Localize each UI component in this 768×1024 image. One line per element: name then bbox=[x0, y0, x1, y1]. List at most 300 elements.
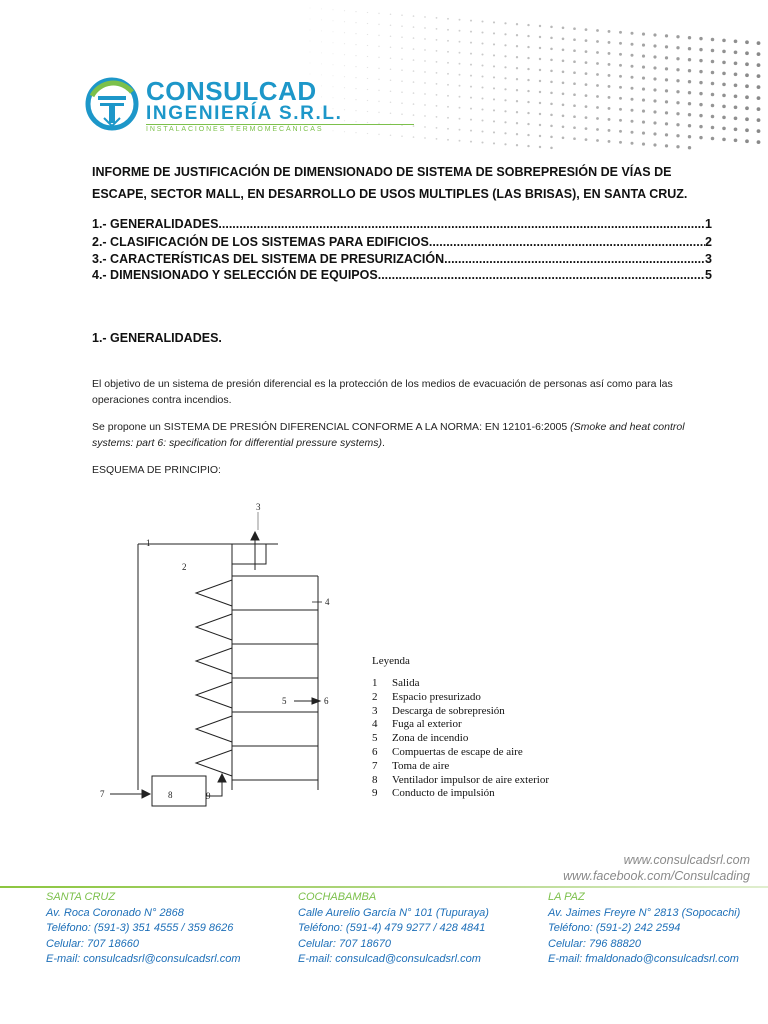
decor-dot bbox=[516, 89, 518, 91]
decor-dot bbox=[757, 41, 761, 45]
decor-dot bbox=[619, 141, 622, 144]
decor-dot bbox=[630, 76, 633, 79]
decor-dot bbox=[424, 115, 426, 117]
decor-dot bbox=[459, 19, 461, 21]
decor-dot bbox=[367, 45, 368, 46]
decor-dot bbox=[401, 25, 403, 27]
decor-dot bbox=[527, 68, 529, 70]
decor-dot bbox=[619, 130, 622, 133]
legend-item bbox=[372, 691, 632, 705]
decor-dot bbox=[562, 93, 565, 96]
decor-dot bbox=[493, 120, 495, 122]
decor-dot bbox=[310, 30, 311, 31]
decor-dot bbox=[332, 53, 333, 54]
decor-dot bbox=[676, 68, 679, 71]
decor-dot bbox=[527, 101, 529, 103]
decor-dot bbox=[516, 100, 518, 102]
decor-dot bbox=[596, 62, 599, 65]
decor-dot bbox=[630, 109, 633, 112]
air-intake-arrowhead bbox=[142, 790, 150, 798]
decor-dot bbox=[470, 64, 472, 66]
decor-dot bbox=[722, 72, 726, 76]
decor-dot bbox=[493, 142, 495, 144]
decor-dot bbox=[413, 92, 415, 94]
toc-entry[interactable] bbox=[92, 233, 712, 251]
facebook-link[interactable]: www.facebook.com/Consulcading bbox=[563, 869, 750, 883]
decor-dot bbox=[401, 135, 403, 137]
decor-dot bbox=[630, 43, 633, 46]
decor-dot bbox=[310, 63, 311, 64]
decor-dot bbox=[734, 116, 738, 120]
decor-dot bbox=[653, 88, 656, 91]
decor-dot bbox=[332, 9, 333, 10]
decor-dot bbox=[699, 48, 702, 51]
decor-dot bbox=[711, 137, 715, 141]
decor-dot bbox=[378, 112, 379, 113]
decor-dot bbox=[355, 121, 356, 122]
decor-dot bbox=[745, 95, 749, 99]
decor-dot bbox=[481, 119, 483, 121]
decor-dot bbox=[608, 140, 611, 143]
decor-dot bbox=[665, 133, 668, 136]
decor-dot bbox=[504, 110, 506, 112]
decor-dot bbox=[481, 108, 483, 110]
decor-dot bbox=[470, 20, 472, 22]
decor-dot bbox=[722, 50, 726, 54]
decor-dot bbox=[401, 47, 403, 49]
decor-dot bbox=[447, 139, 449, 141]
decor-dot bbox=[585, 138, 588, 141]
decor-dot bbox=[642, 143, 645, 146]
decor-dot bbox=[516, 111, 518, 113]
decor-dot bbox=[493, 54, 495, 56]
decor-dot bbox=[745, 62, 749, 66]
decor-dot bbox=[504, 121, 506, 123]
decor-dot bbox=[585, 127, 588, 130]
decor-dot bbox=[585, 28, 588, 31]
decor-dot bbox=[688, 91, 691, 94]
decor-dot bbox=[573, 104, 576, 107]
decor-dot bbox=[321, 41, 322, 42]
decor-dot bbox=[378, 68, 379, 69]
decor-dot bbox=[424, 93, 426, 95]
decor-dot bbox=[367, 133, 368, 134]
decor-dot bbox=[573, 137, 576, 140]
diagram-label-7: 7 bbox=[100, 789, 105, 799]
decor-dot bbox=[367, 78, 368, 79]
office-cochabamba bbox=[298, 890, 489, 968]
decor-dot bbox=[722, 138, 726, 142]
logo-name: CONSULCAD bbox=[146, 76, 317, 106]
decor-dot bbox=[413, 103, 415, 105]
decor-dot bbox=[344, 87, 345, 88]
decor-dot bbox=[390, 80, 392, 82]
decor-dot bbox=[504, 33, 506, 35]
decor-dot bbox=[608, 63, 611, 66]
toc-dot-leader bbox=[381, 266, 705, 284]
section-heading: 1.- GENERALIDADES. bbox=[92, 331, 222, 345]
decor-dot bbox=[562, 38, 565, 41]
decor-dot bbox=[424, 27, 426, 29]
office-city: LA PAZ bbox=[548, 891, 585, 903]
decor-dot bbox=[665, 100, 668, 103]
decor-dot bbox=[539, 113, 541, 115]
decor-dot bbox=[436, 138, 438, 140]
decor-dot bbox=[596, 95, 599, 98]
decor-dot bbox=[424, 126, 426, 128]
decor-dot bbox=[653, 33, 656, 36]
decor-dot bbox=[550, 103, 553, 106]
decor-dot bbox=[504, 132, 506, 134]
decor-dot bbox=[390, 102, 392, 104]
decor-dot bbox=[745, 139, 749, 143]
decor-dot bbox=[344, 10, 345, 11]
decor-dot bbox=[699, 125, 702, 128]
decor-dot bbox=[630, 54, 633, 57]
decor-dot bbox=[539, 69, 541, 71]
decor-dot bbox=[745, 84, 749, 88]
decor-dot bbox=[436, 28, 438, 30]
decor-dot bbox=[688, 47, 691, 50]
decor-dot bbox=[550, 136, 553, 139]
decor-dot bbox=[562, 27, 565, 30]
decor-dot bbox=[516, 67, 518, 69]
logo-subtitle: INGENIERÍA S.R.L. bbox=[146, 103, 343, 124]
decor-dot bbox=[711, 82, 715, 86]
decor-dot bbox=[470, 141, 472, 143]
decor-dot bbox=[344, 65, 345, 66]
decor-dot bbox=[608, 96, 611, 99]
decor-dot bbox=[711, 60, 715, 64]
decor-dot bbox=[653, 77, 656, 80]
decor-dot bbox=[424, 104, 426, 106]
decor-dot bbox=[539, 36, 541, 38]
legend-title: Leyenda bbox=[372, 655, 410, 667]
decor-dot bbox=[401, 14, 403, 16]
legend-num: 5 bbox=[372, 732, 378, 745]
decor-dot bbox=[734, 50, 738, 54]
decor-dot bbox=[459, 52, 461, 54]
decor-dot bbox=[665, 144, 668, 147]
decor-dot bbox=[550, 37, 553, 40]
legend-item bbox=[372, 732, 632, 746]
decor-dot bbox=[711, 126, 715, 130]
decor-dot bbox=[504, 77, 506, 79]
decor-dot bbox=[665, 45, 668, 48]
decor-dot bbox=[447, 29, 449, 31]
decor-dot bbox=[493, 65, 495, 67]
decor-dot bbox=[424, 60, 426, 62]
decor-dot bbox=[493, 43, 495, 45]
decor-dot bbox=[459, 107, 461, 109]
decor-dot bbox=[757, 140, 761, 144]
decor-dot bbox=[378, 90, 379, 91]
decor-dot bbox=[470, 42, 472, 44]
decor-dot bbox=[413, 70, 415, 72]
decor-dot bbox=[504, 88, 506, 90]
toc-entry-label: 4.- DIMENSIONADO Y SELECCIÓN DE EQUIPOS. bbox=[92, 268, 382, 282]
decor-dot bbox=[447, 84, 449, 86]
decor-dot bbox=[653, 55, 656, 58]
decor-dot bbox=[332, 64, 333, 65]
toc-entry[interactable] bbox=[92, 266, 712, 284]
decor-dot bbox=[481, 20, 483, 22]
decor-dot bbox=[596, 139, 599, 142]
decor-dot bbox=[481, 42, 483, 44]
decor-dot bbox=[722, 94, 726, 98]
proposal-text: Se propone un SISTEMA DE PRESIÓN DIFERENCIAL CONFORME A LA NORMA: EN 12101-6:2005 bbox=[92, 421, 571, 433]
office-address: Calle Aurelio García N° 101 (Tupuraya) bbox=[298, 906, 489, 919]
decor-dot bbox=[424, 49, 426, 51]
decor-dot bbox=[642, 121, 645, 124]
legend-text: Zona de incendio bbox=[392, 732, 469, 745]
decor-dot bbox=[367, 111, 368, 112]
decor-dot bbox=[321, 63, 322, 64]
decor-dot bbox=[481, 75, 483, 77]
decor-dot bbox=[573, 27, 576, 30]
diagram-label-5: 5 bbox=[282, 696, 287, 706]
decor-dot bbox=[676, 134, 679, 137]
diagram-label-2: 2 bbox=[182, 562, 187, 572]
decor-dot bbox=[596, 51, 599, 54]
decor-dot bbox=[573, 93, 576, 96]
decor-dot bbox=[711, 115, 715, 119]
decor-dot bbox=[653, 110, 656, 113]
decor-dot bbox=[585, 72, 588, 75]
decor-dot bbox=[562, 137, 565, 140]
decor-dot bbox=[734, 39, 738, 43]
legend-text: Descarga de sobrepresión bbox=[392, 704, 505, 717]
office-santa-cruz bbox=[46, 890, 241, 968]
decor-dot bbox=[390, 113, 392, 115]
paragraph-objective: El objetivo de un sistema de presión diferencial es la protección de los medios de evacuación de personas así como para las operaciones contra incendios. bbox=[92, 378, 673, 406]
decor-dot bbox=[630, 32, 633, 35]
decor-dot bbox=[630, 120, 633, 123]
decor-dot bbox=[436, 39, 438, 41]
decor-dot bbox=[401, 69, 403, 71]
decor-dot bbox=[711, 38, 715, 42]
office-mobile: Celular: 707 18660 bbox=[46, 937, 139, 950]
decor-dot bbox=[459, 129, 461, 131]
decor-dot bbox=[642, 66, 645, 69]
decor-dot bbox=[413, 48, 415, 50]
decor-dot bbox=[688, 80, 691, 83]
decor-dot bbox=[493, 109, 495, 111]
decor-dot bbox=[401, 36, 403, 38]
decor-dot bbox=[355, 22, 356, 23]
decor-dot bbox=[527, 24, 529, 26]
decor-dot bbox=[539, 124, 541, 126]
decor-dot bbox=[355, 132, 356, 133]
decor-dot bbox=[470, 53, 472, 55]
legend-text: Espacio presurizado bbox=[392, 690, 481, 703]
decor-dot bbox=[757, 52, 761, 56]
decor-dot bbox=[424, 38, 426, 40]
decor-dot bbox=[459, 140, 461, 142]
decor-dot bbox=[550, 114, 553, 117]
legend-text: Conducto de impulsión bbox=[392, 787, 495, 800]
decor-dot bbox=[390, 36, 392, 38]
decor-dot bbox=[745, 51, 749, 55]
logo-tagline: INSTALACIONES TERMOMECÁNICAS bbox=[146, 126, 324, 133]
decor-dot bbox=[608, 41, 611, 44]
decor-dot bbox=[539, 80, 541, 82]
decor-dot bbox=[436, 116, 438, 118]
decor-dot bbox=[321, 8, 322, 9]
decor-dot bbox=[493, 21, 495, 23]
decor-dot bbox=[459, 63, 461, 65]
legend-item bbox=[372, 705, 632, 719]
decor-dot bbox=[436, 72, 438, 74]
decor-dot bbox=[516, 56, 518, 58]
decor-dot bbox=[355, 110, 356, 111]
diagram-label-8: 8 bbox=[168, 790, 173, 800]
website-link[interactable]: www.consulcadsrl.com bbox=[623, 853, 750, 867]
decor-dot bbox=[757, 63, 761, 67]
decor-dot bbox=[470, 31, 472, 33]
company-logo bbox=[84, 74, 344, 134]
decor-dot bbox=[413, 81, 415, 83]
proposal-end: . bbox=[382, 437, 385, 449]
decor-dot bbox=[470, 130, 472, 132]
decor-dot bbox=[367, 34, 368, 35]
decor-dot bbox=[481, 64, 483, 66]
floors bbox=[196, 580, 318, 780]
logo-divider bbox=[146, 124, 414, 125]
decor-dot bbox=[321, 52, 322, 53]
decor-dot bbox=[413, 37, 415, 39]
decor-dot bbox=[344, 43, 345, 44]
decor-dot bbox=[355, 88, 356, 89]
decor-dot bbox=[676, 145, 679, 148]
decor-dot bbox=[642, 55, 645, 58]
decor-dot bbox=[447, 62, 449, 64]
decor-dot bbox=[562, 60, 565, 63]
diagram-label-4: 4 bbox=[325, 597, 330, 607]
decor-dot bbox=[539, 102, 541, 104]
decor-dot bbox=[745, 106, 749, 110]
decor-dot bbox=[355, 44, 356, 45]
decor-dot bbox=[676, 90, 679, 93]
decor-dot bbox=[401, 102, 403, 104]
decor-dot bbox=[585, 39, 588, 42]
decor-dot bbox=[390, 47, 392, 49]
decor-dot bbox=[413, 26, 415, 28]
decor-dot bbox=[676, 79, 679, 82]
decor-dot bbox=[310, 8, 311, 9]
decor-dot bbox=[504, 44, 506, 46]
decor-dot bbox=[378, 134, 379, 135]
legend-item bbox=[372, 787, 632, 801]
decor-dot bbox=[642, 44, 645, 47]
decor-dot bbox=[493, 32, 495, 34]
decor-dot bbox=[355, 99, 356, 100]
decor-dot bbox=[676, 112, 679, 115]
legend-num: 4 bbox=[372, 718, 378, 731]
decor-dot bbox=[378, 46, 379, 47]
office-city: SANTA CRUZ bbox=[46, 891, 116, 903]
decor-dot bbox=[470, 86, 472, 88]
decor-dot bbox=[688, 36, 691, 39]
decor-dot bbox=[734, 105, 738, 109]
decor-dot bbox=[436, 127, 438, 129]
decor-dot bbox=[757, 129, 761, 133]
decor-dot bbox=[699, 103, 702, 106]
decor-dot bbox=[550, 92, 553, 95]
legend-text: Compuertas de escape de aire bbox=[392, 745, 523, 758]
decor-dot bbox=[596, 117, 599, 120]
decor-dot bbox=[699, 70, 702, 73]
decor-dot bbox=[734, 138, 738, 142]
decor-dot bbox=[527, 35, 529, 37]
office-phone: Teléfono: (591-2) 242 2594 bbox=[548, 922, 681, 934]
decor-dot bbox=[390, 14, 392, 16]
decor-dot bbox=[504, 55, 506, 57]
decor-dot bbox=[745, 73, 749, 77]
decor-dot bbox=[390, 69, 392, 71]
decor-dot bbox=[573, 115, 576, 118]
decor-dot bbox=[516, 144, 518, 146]
decor-dot bbox=[332, 20, 333, 21]
decor-dot bbox=[711, 104, 715, 108]
office-email[interactable]: E-mail: consulcad@consulcadsrl.com bbox=[298, 953, 481, 965]
legend-item bbox=[372, 677, 632, 691]
decor-dot bbox=[401, 113, 403, 115]
decor-dot bbox=[310, 52, 311, 53]
decor-dot bbox=[367, 12, 368, 13]
office-city: COCHABAMBA bbox=[298, 891, 377, 903]
decor-dot bbox=[619, 108, 622, 111]
decor-dot bbox=[550, 125, 553, 128]
decor-dot bbox=[481, 53, 483, 55]
decor-dot bbox=[711, 71, 715, 75]
decor-dot bbox=[711, 93, 715, 97]
decor-dot bbox=[378, 24, 379, 25]
decor-dot bbox=[493, 131, 495, 133]
decor-dot bbox=[699, 37, 702, 40]
decor-dot bbox=[539, 146, 541, 148]
decor-dot bbox=[459, 96, 461, 98]
decor-dot bbox=[665, 111, 668, 114]
decor-dot bbox=[596, 84, 599, 87]
decor-dot bbox=[424, 16, 426, 18]
toc-entry[interactable] bbox=[92, 215, 712, 233]
decor-dot bbox=[447, 95, 449, 97]
toc-entry-label: 3.- CARACTERÍSTICAS DEL SISTEMA DE PRESURIZACIÓN. bbox=[92, 252, 448, 266]
decor-dot bbox=[734, 72, 738, 76]
decor-dot bbox=[344, 21, 345, 22]
decor-dot bbox=[699, 136, 702, 139]
toc-entry-page: 5 bbox=[705, 268, 712, 282]
decor-dot bbox=[413, 15, 415, 17]
decor-dot bbox=[608, 85, 611, 88]
office-email[interactable]: E-mail: consulcadsrl@consulcadsrl.com bbox=[46, 953, 241, 965]
decor-dot bbox=[481, 141, 483, 143]
office-email[interactable]: E-mail: fmaldonado@consulcadsrl.com bbox=[548, 953, 739, 965]
decor-dot bbox=[665, 89, 668, 92]
decor-dot bbox=[459, 41, 461, 43]
decor-dot bbox=[378, 101, 379, 102]
decor-dot bbox=[734, 127, 738, 131]
decor-dot bbox=[688, 58, 691, 61]
decor-dot bbox=[630, 98, 633, 101]
decor-dot bbox=[367, 67, 368, 68]
legend-num: 1 bbox=[372, 677, 378, 689]
decor-dot bbox=[699, 92, 702, 95]
decor-dot bbox=[447, 40, 449, 42]
decor-dot bbox=[504, 143, 506, 145]
decor-dot bbox=[585, 116, 588, 119]
